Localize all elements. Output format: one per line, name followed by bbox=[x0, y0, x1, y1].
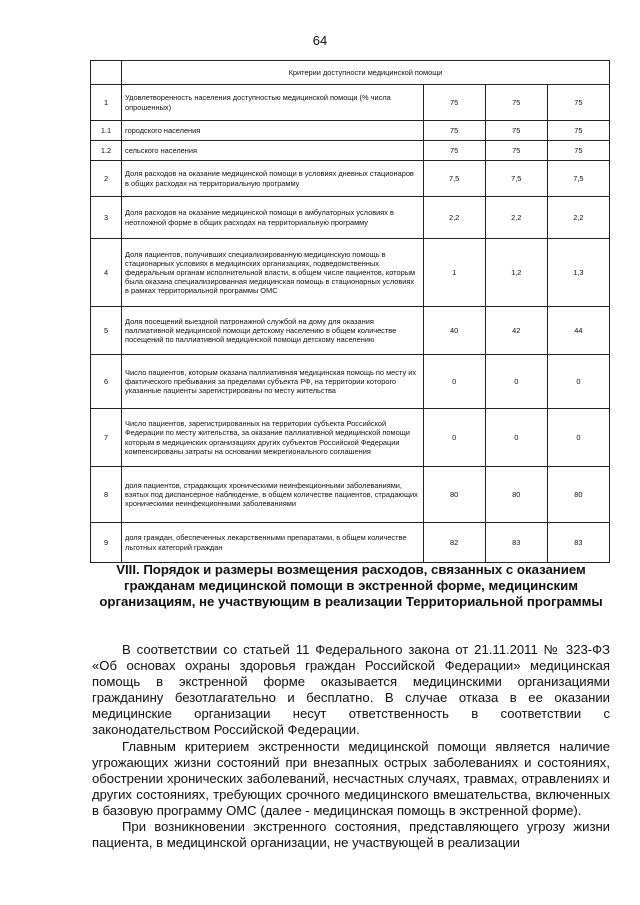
row-name: Доля пациентов, получивших специализированную медицинскую помощь в стационарных условиях в медицинских организациях, подведомственных федеральным органам исполнительной власти, в общем числе пациентов, которым была оказана специализированная медицинская помощь в стационарных условиях в рамках территориальной программы ОМС bbox=[122, 239, 424, 307]
row-value-1: 1 bbox=[423, 239, 485, 307]
row-value-3: 0 bbox=[547, 409, 609, 467]
table-header-empty-cell bbox=[91, 61, 122, 85]
row-number: 9 bbox=[91, 523, 122, 563]
row-name: Число пациентов, зарегистрированных на территории субъекта Российской Федерации по месту жительства, за оказание паллиативной медицинской помощи которым в медицинских организациях других субъектов Российской Федерации компенсированы затраты на основании межрегионального соглашения bbox=[122, 409, 424, 467]
row-value-2: 1,2 bbox=[485, 239, 547, 307]
table-row bbox=[91, 121, 610, 141]
row-number: 5 bbox=[91, 307, 122, 355]
table-row bbox=[91, 409, 610, 467]
row-value-1: 75 bbox=[423, 85, 485, 121]
row-number: 3 bbox=[91, 197, 122, 239]
row-value-3: 75 bbox=[547, 85, 609, 121]
row-value-1: 0 bbox=[423, 409, 485, 467]
row-number: 8 bbox=[91, 467, 122, 523]
row-name: Доля расходов на оказание медицинской помощи в условиях дневных стационаров в общих расходах на территориальную программу bbox=[122, 161, 424, 197]
row-value-3: 75 bbox=[547, 121, 609, 141]
criteria-table bbox=[90, 60, 610, 563]
row-name: Удовлетворенность населения доступностью медицинской помощи (% числа опрошенных) bbox=[122, 85, 424, 121]
row-value-1: 0 bbox=[423, 355, 485, 409]
table-row bbox=[91, 85, 610, 121]
row-value-2: 75 bbox=[485, 85, 547, 121]
row-value-3: 2,2 bbox=[547, 197, 609, 239]
row-value-2: 42 bbox=[485, 307, 547, 355]
table-row bbox=[91, 523, 610, 563]
row-value-1: 82 bbox=[423, 523, 485, 563]
table-row bbox=[91, 161, 610, 197]
row-value-3: 7,5 bbox=[547, 161, 609, 197]
row-value-2: 0 bbox=[485, 409, 547, 467]
row-name: Доля расходов на оказание медицинской помощи в амбулаторных условиях в неотложной форме в общих расходах на территориальную программу bbox=[122, 197, 424, 239]
paragraph: При возникновении экстренного состояния, представляющего угрозу жизни пациента, в медицинской организации, не участвующей в реализации bbox=[92, 819, 610, 851]
page-number: 64 bbox=[312, 33, 328, 48]
row-number: 1 bbox=[91, 85, 122, 121]
paragraph: Главным критерием экстренности медицинской помощи является наличие угрожающих жизни состояний при внезапных острых заболеваниях и состояниях, обострении хронических заболеваний, несчастных случаях, травмах, отравлениях и других состояниях, требующих срочного медицинского вмешательства, включенных в базовую программу ОМС (далее - медицинская помощь в экстренной форме). bbox=[92, 738, 610, 818]
row-value-2: 0 bbox=[485, 355, 547, 409]
table-header-row bbox=[91, 61, 610, 85]
row-value-3: 75 bbox=[547, 141, 609, 161]
section-title: VIII. Порядок и размеры возмещения расходов, связанных с оказанием гражданам медицинской помощи в экстренной форме, медицинским организациям, не участвующим в реализации Территориальной программы bbox=[99, 562, 603, 609]
table-row bbox=[91, 307, 610, 355]
row-name: городского населения bbox=[122, 121, 424, 141]
row-name: Доля посещений выездной патронажной службой на дому для оказания паллиативной медицинской помощи детскому населению в общем количестве посещений по паллиативной медицинской помощи детскому населению bbox=[122, 307, 424, 355]
row-value-2: 7,5 bbox=[485, 161, 547, 197]
row-name: доля граждан, обеспеченных лекарственными препаратами, в общем количестве льготных категорий граждан bbox=[122, 523, 424, 563]
row-value-1: 80 bbox=[423, 467, 485, 523]
row-value-3: 44 bbox=[547, 307, 609, 355]
row-name: сельского населения bbox=[122, 141, 424, 161]
row-number: 7 bbox=[91, 409, 122, 467]
table-row bbox=[91, 141, 610, 161]
table-row bbox=[91, 467, 610, 523]
row-name: доля пациентов, страдающих хроническими неинфекционными заболеваниями, взятых под диспансерное наблюдение, в общем количестве пациентов, страдающих хроническими неинфекционными заболеваниями bbox=[122, 467, 424, 523]
table-row bbox=[91, 239, 610, 307]
paragraph: В соответствии со статьей 11 Федерального закона от 21.11.2011 № 323-ФЗ «Об основах охраны здоровья граждан Российской Федерации» медицинская помощь в экстренной форме оказывается медицинскими организациями гражданину безотлагательно и бесплатно. В случае отказа в ее оказании медицинские организации несут ответственность в соответствии с законодательством Российской Федерации. bbox=[92, 642, 610, 738]
row-value-3: 0 bbox=[547, 355, 609, 409]
row-value-2: 2,2 bbox=[485, 197, 547, 239]
row-name: Число пациентов, которым оказана паллиативная медицинская помощь по месту их фактического пребывания за пределами субъекта РФ, на территории которого указанные пациенты зарегистрированы по месту жительства bbox=[122, 355, 424, 409]
table-header-cell: Критерии доступности медицинской помощи bbox=[122, 61, 610, 85]
row-value-1: 75 bbox=[423, 141, 485, 161]
row-value-2: 75 bbox=[485, 121, 547, 141]
table-row bbox=[91, 355, 610, 409]
row-value-3: 83 bbox=[547, 523, 609, 563]
row-value-2: 75 bbox=[485, 141, 547, 161]
row-number: 1.1 bbox=[91, 121, 122, 141]
row-number: 1.2 bbox=[91, 141, 122, 161]
table-row bbox=[91, 197, 610, 239]
row-value-2: 80 bbox=[485, 467, 547, 523]
row-value-3: 1,3 bbox=[547, 239, 609, 307]
row-number: 6 bbox=[91, 355, 122, 409]
row-value-2: 83 bbox=[485, 523, 547, 563]
row-number: 4 bbox=[91, 239, 122, 307]
row-value-1: 7,5 bbox=[423, 161, 485, 197]
row-value-3: 80 bbox=[547, 467, 609, 523]
row-value-1: 40 bbox=[423, 307, 485, 355]
row-number: 2 bbox=[91, 161, 122, 197]
row-value-1: 75 bbox=[423, 121, 485, 141]
body-text bbox=[92, 642, 610, 851]
row-value-1: 2,2 bbox=[423, 197, 485, 239]
